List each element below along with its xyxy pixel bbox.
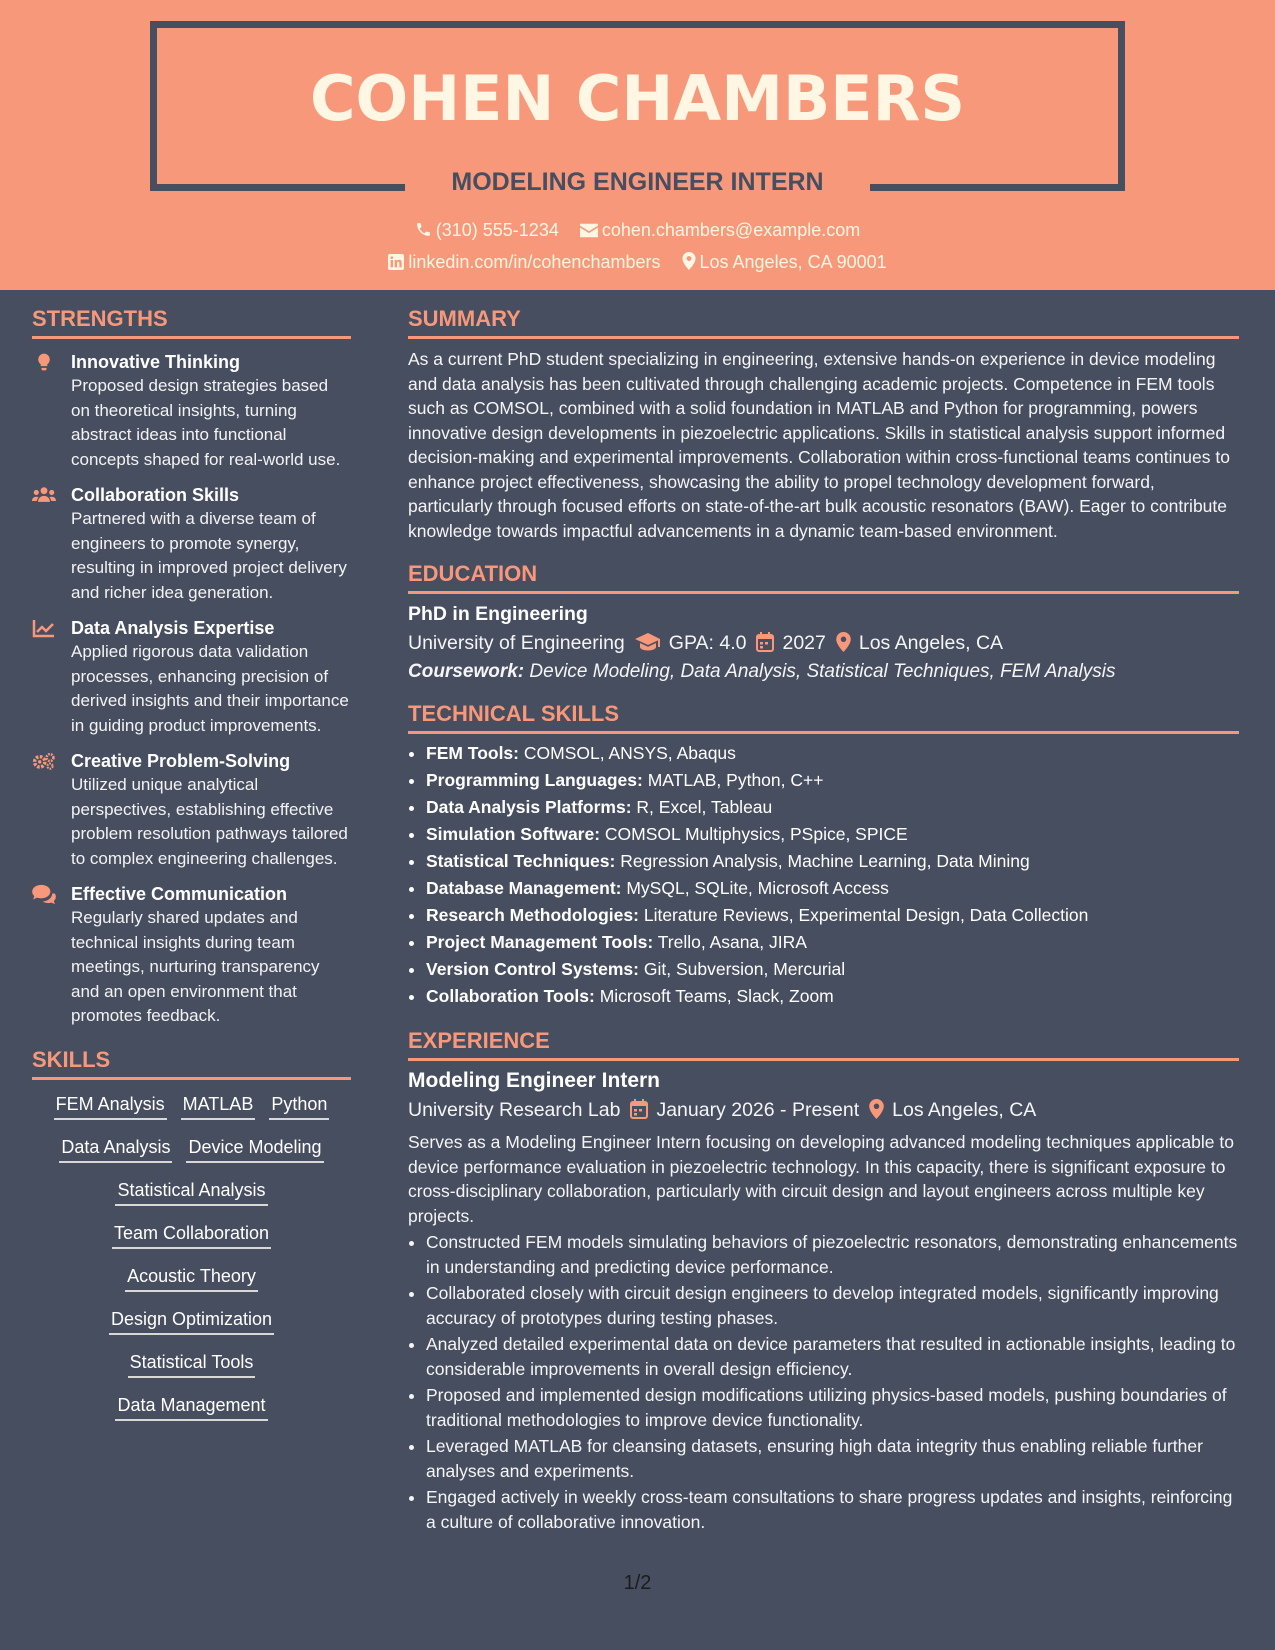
list-item	[426, 875, 1239, 902]
coursework-label: Coursework:	[408, 661, 525, 682]
school: University of Engineering	[408, 632, 625, 654]
list-item: • Collaborated closely with circuit design engineers to develop integrated models, significantly improving accuracy of prototypes during testing phases.	[426, 1281, 1239, 1330]
left-column	[32, 306, 351, 1438]
skill-chip: FEM Analysis	[54, 1094, 167, 1120]
strength-desc: Proposed design strategies based on theoretical insights, turning abstract ideas into functional concepts shaped for real-world use.	[71, 376, 341, 469]
skill-chip: Data Management	[115, 1395, 267, 1421]
strengths-heading: STRENGTHS	[32, 306, 351, 339]
tech-value: Regression Analysis, Machine Learning, Data Mining	[620, 851, 1030, 871]
email-text: cohen.chambers@example.com	[601, 220, 861, 240]
tech-value: COMSOL Multiphysics, PSpice, SPICE	[604, 824, 908, 844]
tech-label: Simulation Software:	[426, 824, 601, 844]
skill-chip: Device Modeling	[186, 1137, 323, 1163]
map-marker-icon	[869, 1099, 884, 1119]
tech-label: FEM Tools:	[426, 743, 519, 763]
tech-value: R, Excel, Tableau	[636, 797, 773, 817]
list-item	[426, 929, 1239, 956]
tech-label: Research Methodologies:	[426, 905, 639, 925]
phone-contact[interactable]	[415, 220, 559, 241]
strength-title: Collaboration Skills	[71, 485, 240, 505]
tech-value: Trello, Asana, JIRA	[657, 932, 807, 952]
education-location: Los Angeles, CA	[858, 632, 1004, 654]
phone-text: (310) 555-1234	[435, 220, 559, 240]
tech-value: Literature Reviews, Experimental Design, Data Collection	[643, 905, 1089, 925]
skill-chip: Design Optimization	[109, 1309, 274, 1335]
summary-heading: SUMMARY	[408, 306, 1239, 339]
skill-chip: Statistical Analysis	[115, 1180, 267, 1206]
strength-item	[32, 616, 351, 738]
skills-list	[32, 1094, 351, 1438]
gpa: GPA: 4.0	[668, 632, 747, 654]
experience-dates: January 2026 - Present	[656, 1099, 860, 1121]
list-item	[426, 902, 1239, 929]
skill-chip: Team Collaboration	[112, 1223, 271, 1249]
education-heading: EDUCATION	[408, 561, 1239, 594]
graduation-cap-icon	[635, 632, 661, 652]
contact-row-1	[0, 220, 1275, 241]
list-item: • Analyzed detailed experimental data on device parameters that resulted in actionable insights, leading to considerable improvements in overall design efficiency.	[426, 1332, 1239, 1381]
phone-icon	[415, 221, 432, 238]
strength-item	[32, 882, 351, 1029]
list-item	[426, 767, 1239, 794]
tech-label: Database Management:	[426, 878, 622, 898]
tech-label: Data Analysis Platforms:	[426, 797, 632, 817]
list-item: • Leveraged MATLAB for cleansing datasets, ensuring high data integrity thus enabling reliable further analyses and experiments.	[426, 1434, 1239, 1483]
resume-header	[0, 0, 1275, 290]
lightbulb-icon	[32, 352, 56, 372]
list-item: • Engaged actively in weekly cross-team consultations to share progress updates and insights, reinforcing a culture of collaborative innovation.	[426, 1485, 1239, 1534]
users-icon	[32, 485, 56, 505]
tech-label: Collaboration Tools:	[426, 986, 595, 1006]
list-item	[426, 983, 1239, 1010]
skills-heading: SKILLS	[32, 1047, 351, 1080]
strength-title: Innovative Thinking	[71, 352, 241, 372]
degree: PhD in Engineering	[408, 603, 588, 625]
tech-label: Project Management Tools:	[426, 932, 654, 952]
job-title: MODELING ENGINEER INTERN	[405, 160, 870, 204]
calendar-icon	[756, 632, 774, 652]
strength-desc: Applied rigorous data validation processes, enhancing precision of derived insights and their importance in guiding product improvements.	[71, 642, 349, 735]
linkedin-icon	[388, 254, 404, 270]
page-number: 1/2	[623, 1572, 652, 1594]
strength-item	[32, 350, 351, 472]
strength-title: Creative Problem-Solving	[71, 751, 291, 771]
right-column	[408, 306, 1239, 1536]
cogs-icon	[32, 751, 56, 771]
contact-row-2	[0, 252, 1275, 273]
skill-chip: Acoustic Theory	[125, 1266, 258, 1292]
list-item: • Constructed FEM models simulating behaviors of piezoelectric resonators, demonstrating enhancements in understanding and predicting device performance.	[426, 1230, 1239, 1279]
experience-bullets	[408, 1230, 1239, 1534]
experience-heading: EXPERIENCE	[408, 1028, 1239, 1061]
calendar-icon	[630, 1099, 648, 1119]
strength-desc: Regularly shared updates and technical insights during team meetings, nurturing transparency and an open environment that promotes feedback.	[71, 908, 320, 1025]
experience-org: University Research Lab	[408, 1099, 621, 1121]
map-marker-icon	[836, 632, 851, 652]
tech-value: Git, Subversion, Mercurial	[643, 959, 846, 979]
strength-item	[32, 749, 351, 871]
tech-value: Microsoft Teams, Slack, Zoom	[599, 986, 834, 1006]
technical-skills-heading: TECHNICAL SKILLS	[408, 701, 1239, 734]
comments-icon	[32, 884, 56, 904]
skill-chip: Statistical Tools	[128, 1352, 256, 1378]
tech-value: MATLAB, Python, C++	[647, 770, 824, 790]
list-item	[426, 848, 1239, 875]
tech-value: MySQL, SQLite, Microsoft Access	[626, 878, 889, 898]
tech-value: COMSOL, ANSYS, Abaqus	[523, 743, 736, 763]
tech-label: Version Control Systems:	[426, 959, 639, 979]
experience-meta	[408, 1099, 1239, 1122]
linkedin-text: linkedin.com/in/cohenchambers	[408, 252, 661, 272]
email-contact[interactable]	[580, 220, 860, 241]
summary-text: As a current PhD student specializing in engineering, extensive hands-on experience in device modeling and data analysis has been cultivated through challenging academic projects. Competence in FEM tools such as COMSOL, combined with a solid foundation in MATLAB and Python for programming, powers innovative design developments in piezoelectric applications. Skills in statistical analysis support informed decision-making and experimental improvements. Collaboration within cross-functional teams continues to enhance project effectiveness, showcasing the ability to propel technology development forward, particularly through focused efforts on state-of-the-art bulk acoustic resonators (BAW). Eager to contribute knowledge towards impactful advancements in a dynamic team-based environment.	[408, 349, 1230, 541]
strength-desc: Utilized unique analytical perspectives, establishing effective problem resolution pathways tailored to complex engineering challenges.	[71, 775, 348, 868]
experience-location: Los Angeles, CA	[892, 1099, 1037, 1121]
location-contact	[682, 252, 887, 273]
candidate-name: COHEN CHAMBERS	[310, 62, 965, 135]
strength-title: Effective Communication	[71, 884, 288, 904]
list-item	[426, 821, 1239, 848]
linkedin-contact[interactable]	[388, 252, 660, 273]
technical-skills-list	[408, 740, 1239, 1010]
envelope-icon	[580, 223, 598, 238]
coursework-list: Device Modeling, Data Analysis, Statistical Techniques, FEM Analysis	[529, 661, 1116, 682]
skill-chip: Python	[269, 1094, 329, 1120]
strength-item	[32, 483, 351, 605]
strength-title: Data Analysis Expertise	[71, 618, 275, 638]
chart-line-icon	[32, 618, 56, 638]
tech-label: Programming Languages:	[426, 770, 643, 790]
list-item	[426, 740, 1239, 767]
list-item	[426, 794, 1239, 821]
list-item	[426, 956, 1239, 983]
experience-description: Serves as a Modeling Engineer Intern focusing on developing advanced modeling techniques applicable to device performance evaluation in piezoelectric technology. In this capacity, there is significant exposure to cross-disciplinary collaboration, particularly with circuit design and layout engineers across multiple key projects.	[408, 1132, 1234, 1226]
map-marker-icon	[682, 252, 696, 270]
skill-chip: MATLAB	[181, 1094, 256, 1120]
location-text: Los Angeles, CA 90001	[699, 252, 887, 272]
skill-chip: Data Analysis	[59, 1137, 172, 1163]
education-meta	[408, 632, 1239, 655]
coursework	[408, 661, 1239, 683]
tech-label: Statistical Techniques:	[426, 851, 616, 871]
strength-desc: Partnered with a diverse team of engineers to promote synergy, resulting in improved project delivery and richer idea generation.	[71, 509, 347, 602]
list-item: • Proposed and implemented design modifications utilizing physics-based models, pushing boundaries of traditional methodologies to improve device functionality.	[426, 1383, 1239, 1432]
year: 2027	[782, 632, 826, 654]
experience-role: Modeling Engineer Intern	[408, 1069, 661, 1092]
